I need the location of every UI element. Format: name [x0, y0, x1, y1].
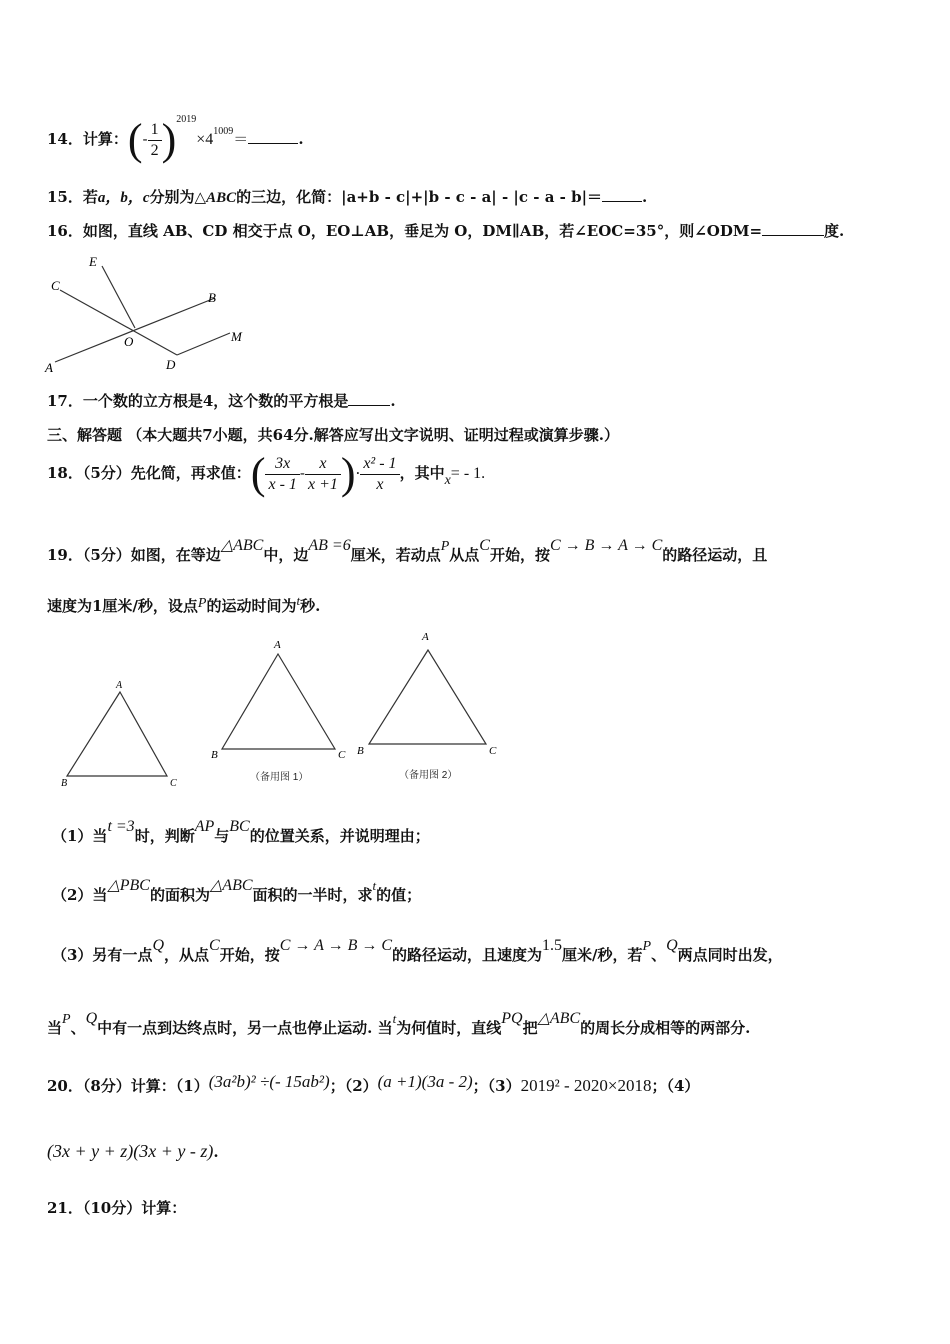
triangle-spare-1	[222, 654, 335, 749]
question-16	[47, 221, 844, 241]
q16-end: 度.	[824, 222, 845, 240]
q19-1-BC: BC	[229, 818, 250, 835]
q19-triangle: △ABC	[220, 537, 264, 554]
label-C: C	[51, 278, 60, 293]
q18-value: = - 1.	[450, 465, 486, 482]
question-17	[47, 391, 396, 411]
q18-frac2-den: x +1	[307, 475, 338, 493]
q14-end: .	[298, 130, 304, 148]
spare2-label-C: C	[489, 745, 497, 757]
q18-left-paren: (	[250, 449, 266, 498]
q18-frac1	[265, 454, 299, 495]
q16-text: 16．如图，直线 AB、CD 相交于点 O，EO⊥AB，垂足为 O，DM∥AB，若∠EOC=35°，则∠ODM=	[47, 222, 763, 240]
label-M: M	[231, 329, 242, 344]
question-19-3-line2	[47, 1010, 751, 1040]
label-E: E	[89, 254, 97, 269]
q19-3-P: P	[642, 939, 652, 954]
question-18	[47, 449, 486, 498]
q19-ab: AB =6	[308, 537, 351, 554]
line-EO	[102, 266, 135, 328]
triangle-main	[67, 692, 167, 776]
q19-3-g: 两点同时出发，	[677, 946, 783, 964]
spare1-label-B: B	[211, 749, 218, 761]
q18-mid: ，其中	[399, 464, 445, 482]
question-19-line2	[47, 593, 321, 618]
q19-3-PQ: PQ	[501, 1010, 523, 1027]
q18-x: x	[444, 473, 451, 488]
q15-text-e: 的三边，化简：|a+b - c|+|b - c - a| - |c - a - b|＝	[236, 188, 603, 206]
q19-3-C: C	[209, 937, 220, 954]
label-A: A	[45, 360, 53, 375]
q19-3-l2Q: Q	[85, 1010, 98, 1027]
q15-vars: a，b，c	[97, 190, 150, 206]
q14-times: ×4	[196, 131, 214, 148]
spare1-label-A: A	[274, 639, 281, 651]
q14-frac-den: 2	[150, 141, 159, 159]
q18-dot: ·	[355, 464, 361, 482]
q14-exp2: 1009	[213, 126, 234, 137]
q14-frac-num: 1	[148, 120, 162, 141]
q18-frac3-num: x² - 1	[360, 454, 399, 475]
q18-frac1-den: x - 1	[268, 475, 297, 493]
triangle-spare-2	[369, 650, 486, 744]
q19-path: C → B → A → C	[549, 537, 663, 554]
q20-expr1: (3a²b)² ÷(- 15ab²)	[208, 1072, 330, 1091]
q19-p1: 19．（5分）如图，在等边	[47, 546, 221, 564]
question-20	[47, 1072, 700, 1096]
q20-expr4: (3x + y + z)(3x + y - z)	[47, 1141, 214, 1161]
q19-line2c: 秒.	[300, 597, 321, 615]
figure-19-main	[55, 675, 185, 795]
q19-p5: 开始，按	[489, 546, 550, 564]
q19-3-speed: 1.5	[542, 937, 563, 954]
q19-3-l2f: 的周长分成相等的两部分.	[580, 1019, 751, 1037]
q20-sep3: ；（4）	[651, 1077, 700, 1095]
figure-16	[40, 250, 300, 380]
q19-P: P	[440, 539, 450, 554]
question-20-line2	[47, 1141, 219, 1162]
q19-2-b: 的面积为	[149, 886, 210, 904]
main-label-A: A	[116, 680, 123, 691]
q14-prefix: 14．计算：	[47, 130, 128, 148]
q19-2-c: 面积的一半时，求	[252, 886, 373, 904]
spare2-label-B: B	[357, 745, 364, 757]
section-3-heading	[47, 425, 619, 445]
q14-fraction	[148, 120, 162, 161]
q19-3-l2c: 中有一点到达终点时，另一点也停止运动. 当	[97, 1019, 393, 1037]
q19-3-b: ，从点	[164, 946, 210, 964]
q19-p6: 的路径运动，且	[662, 546, 768, 564]
q19-2-t: t	[372, 878, 377, 893]
q19-3-Q: Q	[152, 937, 165, 954]
q14-right-paren: )	[161, 115, 177, 164]
q15-text-a: 15．若	[47, 188, 98, 206]
q20-expr2: (a +1)(3a - 2)	[377, 1072, 473, 1091]
q20-expr3: 2019² - 2020×2018	[520, 1076, 652, 1095]
q18-frac3	[360, 454, 399, 495]
q20-end: .	[213, 1143, 219, 1161]
q19-3-Q2: Q	[666, 937, 678, 954]
q19-2-a: （2）当	[52, 886, 108, 904]
spare2-caption: （备用图 2）	[399, 770, 458, 781]
figure-19-spare-1	[205, 632, 355, 782]
q20-prefix: 20．（8分）计算：（1）	[47, 1077, 209, 1095]
line-DM	[177, 333, 230, 355]
question-21	[47, 1198, 186, 1218]
q19-line2a: 速度为1厘米/秒，设点	[47, 597, 198, 615]
question-19-1	[52, 818, 430, 847]
q16-answer-blank[interactable]	[762, 235, 824, 236]
q15-text-c: 分别为△	[149, 188, 207, 206]
q19-3-a: （3）另有一点	[52, 946, 153, 964]
question-19-2	[52, 877, 422, 906]
q19-C: C	[479, 537, 490, 554]
main-label-C: C	[170, 778, 177, 789]
q19-1-a: （1）当	[52, 827, 108, 845]
line-AB	[55, 298, 215, 362]
q18-minus: -	[299, 464, 305, 482]
q19-3-d: 的路径运动，且速度为	[392, 946, 543, 964]
q15-end: .	[642, 188, 648, 206]
q14-answer-blank[interactable]	[248, 143, 298, 144]
q18-right-paren: )	[340, 449, 356, 498]
q21-text: 21．（10分）计算：	[47, 1199, 187, 1217]
q18-frac2	[305, 454, 341, 495]
q14-minus: -	[142, 130, 148, 148]
label-B: B	[208, 290, 216, 305]
q17-text: 17．一个数的立方根是4，这个数的平方根是	[47, 392, 349, 410]
q19-1-AP: AP	[194, 818, 215, 835]
q19-2-pbc: △PBC	[107, 877, 150, 894]
q20-sep1: ；（2）	[329, 1077, 378, 1095]
q19-1-d: 的位置关系，并说明理由；	[249, 827, 430, 845]
q19-3-e: 厘米/秒，若	[562, 946, 643, 964]
spare2-label-A: A	[422, 631, 429, 643]
q15-answer-blank[interactable]	[602, 201, 642, 202]
q18-prefix: 18．（5分）先化简，再求值：	[47, 464, 251, 482]
q19-3-l2d: 为何值时，直线	[396, 1019, 502, 1037]
label-D: D	[166, 357, 176, 372]
q17-answer-blank[interactable]	[348, 405, 390, 406]
q19-2-d: 的值；	[376, 886, 422, 904]
q19-3-l2b: 、	[70, 1019, 86, 1037]
q19-3-l2P: P	[62, 1012, 71, 1027]
q19-line2b: 的运动时间为	[206, 597, 297, 615]
line-CD	[60, 290, 177, 355]
q19-3-c: 开始，按	[219, 946, 280, 964]
section-3-text: 三、解答题 （本大题共7小题，共64分.解答应写出文字说明、证明过程或演算步骤.）	[47, 426, 619, 444]
label-O: O	[124, 334, 134, 349]
q19-p4: 从点	[449, 546, 480, 564]
spare1-label-C: C	[338, 749, 346, 761]
main-label-B: B	[61, 778, 68, 789]
figure-19-spare-2	[352, 628, 512, 781]
q19-1-b: 时，判断	[134, 827, 195, 845]
q19-line2-P: P	[197, 596, 207, 611]
q18-frac1-num: 3x	[265, 454, 299, 475]
q19-p2: 中，边	[263, 546, 309, 564]
q19-p3: 厘米，若动点	[350, 546, 441, 564]
q20-sep2: ；（3）	[472, 1077, 521, 1095]
q19-2-abc: △ABC	[209, 877, 253, 894]
q19-3-path: C → A → B → C	[279, 937, 393, 954]
q18-frac3-den: x	[376, 475, 384, 493]
q15-abc: ABC	[206, 190, 237, 206]
q19-1-t3: t =3	[107, 818, 135, 835]
q19-3-l2t: t	[392, 1011, 397, 1026]
question-19-3	[52, 937, 783, 967]
q17-end: .	[390, 392, 396, 410]
q19-line2-t: t	[296, 593, 301, 608]
question-15	[47, 187, 647, 208]
q19-3-l2e: 把	[522, 1019, 538, 1037]
question-19	[47, 537, 768, 567]
q14-eq: ＝	[233, 130, 249, 148]
q19-3-l2a: 当	[47, 1019, 63, 1037]
q19-3-abc: △ABC	[537, 1010, 581, 1027]
q19-3-f: 、	[651, 946, 667, 964]
q14-exp1: 2019	[176, 114, 197, 125]
q18-frac2-num: x	[305, 454, 341, 475]
spare1-caption: （备用图 1）	[250, 772, 309, 783]
q19-1-c: 与	[214, 827, 230, 845]
q14-left-paren: (	[127, 115, 143, 164]
question-14	[47, 114, 304, 164]
